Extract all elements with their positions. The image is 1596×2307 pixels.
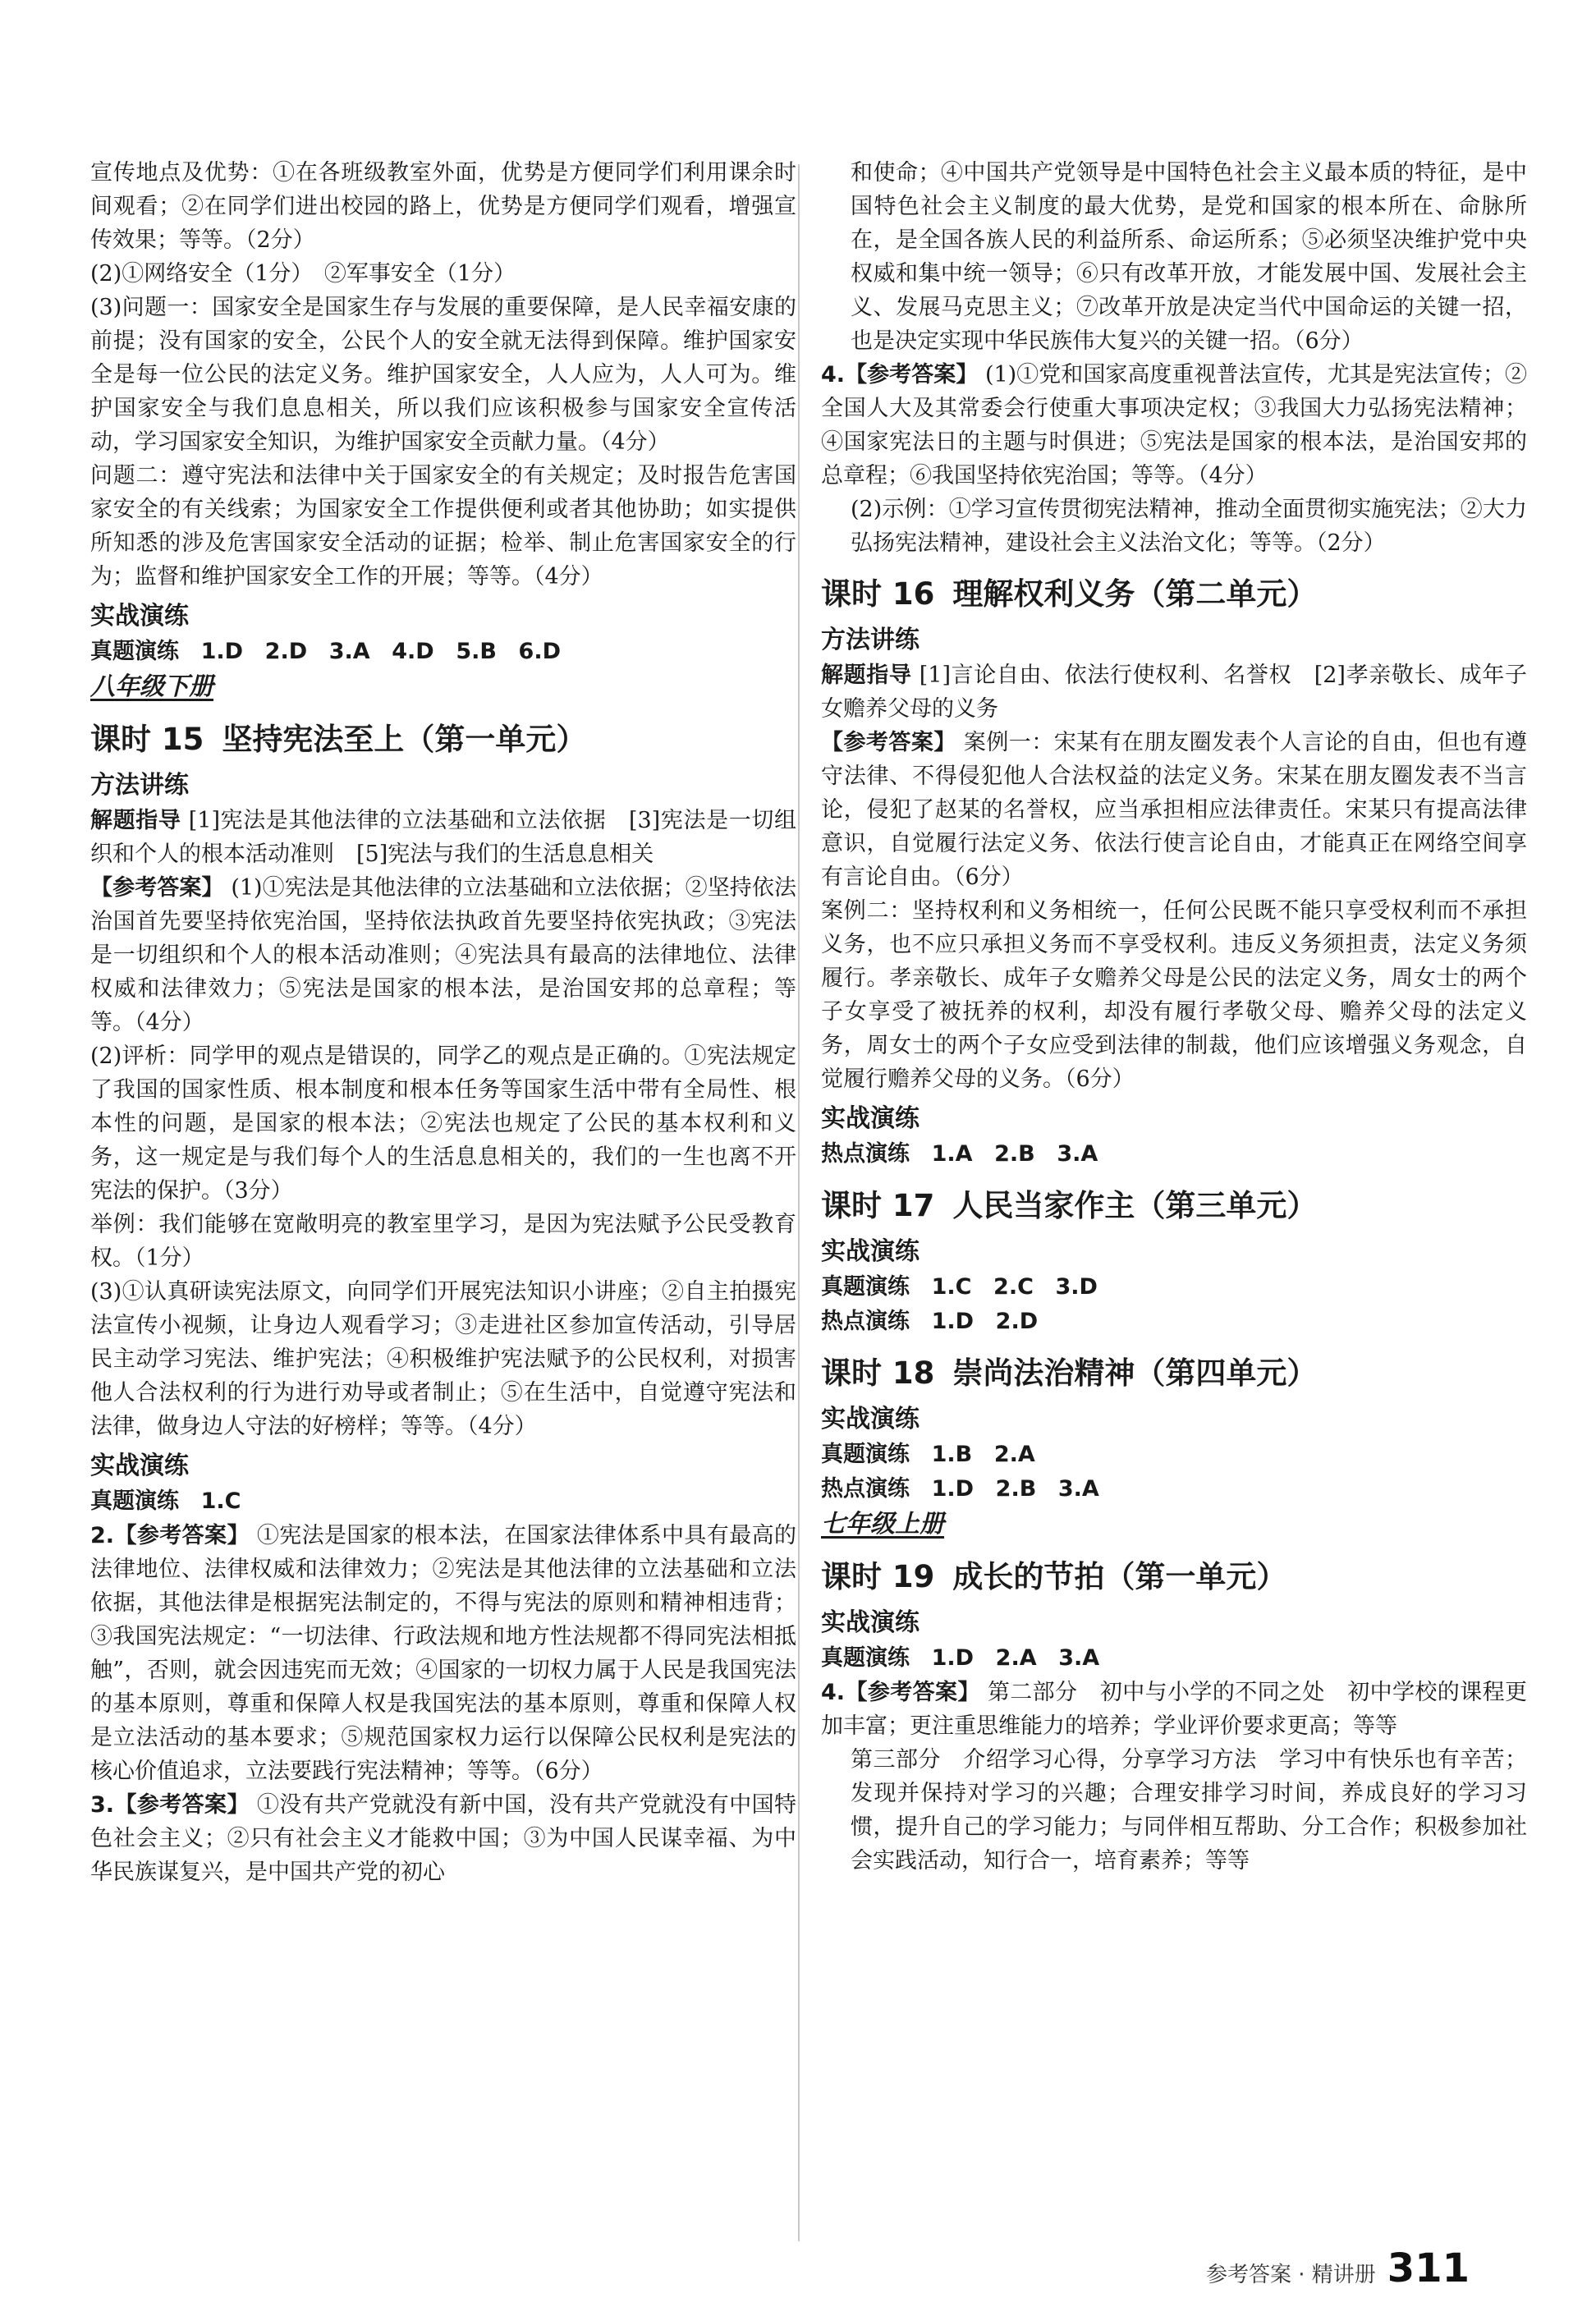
- redian-answers: [821, 1305, 1527, 1339]
- answer-item: 1.D: [931, 1476, 975, 1502]
- section-heading: 实战演练: [821, 1237, 920, 1266]
- answer-item: 2.C: [993, 1274, 1034, 1300]
- intro-para-1: 宣传地点及优势：①在各班级教室外面，优势是方便同学们利用课余时间观看；②在同学们进出校园的路上，优势是方便同学们观看，增强宣传效果；等等。（2分）: [90, 160, 796, 253]
- grade-heading: 八年级下册: [90, 672, 213, 701]
- column-divider: [798, 164, 800, 2241]
- answer-item: 2.B: [994, 1141, 1035, 1167]
- zhenti-label: 真题演练: [821, 1274, 910, 1300]
- answer-item: 2.D: [264, 639, 308, 664]
- continued-text: 和使命；④中国共产党领导是中国特色社会主义最本质的特征，是中国特色社会主义制度的最大优势，是党和国家的根本所在、命脉所在，是全国各族人民的利益所系、命运所系；⑤必须坚决维护党中央权威和集中统一领导；⑥只有改革开放，才能发展中国、发展社会主义、发展马克思主义；⑦改革开放是决定当代中国命运的关键一招，也是决定实现中华民族伟大复兴的关键一招。（6分）: [851, 160, 1527, 354]
- zhenti-answers: [821, 1270, 1527, 1305]
- intro-para-4: 问题二：遵守宪法和法律中关于国家安全的有关规定；及时报告危害国家安全的有关线索；为国家安全工作提供便利或者其他协助；如实提供所知悉的涉及危害国家安全活动的证据；检举、制止危害国家安全的行为；监督和维护国家安全工作的开展；等等。（4分）: [90, 463, 796, 589]
- ref-paragraph: [821, 726, 1527, 894]
- lesson-number: 课时 17: [821, 1188, 935, 1223]
- left-column: [90, 156, 796, 1889]
- ref-paragraph-2b: 举例：我们能够在宽敞明亮的教室里学习，是因为宪法赋予公民受教育权。（1分）: [90, 1212, 796, 1271]
- section-heading: 实战演练: [821, 1104, 920, 1133]
- right-column: [821, 156, 1527, 1878]
- answer-item: 1.D: [200, 639, 244, 664]
- zhenti-answers: [821, 1641, 1527, 1676]
- section-heading: 方法讲练: [821, 626, 920, 654]
- redian-answers: [821, 1472, 1527, 1507]
- ref-paragraph-3: (3)①认真研读宪法原文，向同学们开展宪法知识小讲座；②自主拍摄宪法宣传小视频，让身边人观看学习；③走进社区参加宣传活动，引导居民主动学习宪法、维护宪法；④积极维护宪法赋予的公民权利，对损害他人合法权利的行为进行劝导或者制止；⑤在生活中，自觉遵守宪法和法律，做身边人守法的好榜样；等等。（4分）: [90, 1279, 796, 1439]
- case-1-text: 案例一：宋某有在朋友圈发表个人言论的自由，但也有遵守法律、不得侵犯他人合法权益的法定义务。宋某在朋友圈发表不当言论，侵犯了赵某的名誉权，应当承担相应法律责任。宋某只有提高法律意识，自觉履行法定义务、依法行使言论自由，才能真正在网络空间享有言论自由。（6分）: [821, 730, 1528, 890]
- lesson-number: 课时 16: [821, 576, 935, 612]
- lesson-title: 理解权利义务（第二单元）: [952, 576, 1318, 612]
- lesson-title: 坚持宪法至上（第一单元）: [222, 722, 587, 757]
- question-4-part2: (2)示例：①学习宣传贯彻宪法精神，推动全面贯彻实施宪法；②大力弘扬宪法精神，建设社会主义法治文化；等等。（2分）: [851, 497, 1527, 556]
- ref-label: 【参考答案】: [114, 1792, 250, 1818]
- intro-para-3: (3)问题一：国家安全是国家生存与发展的重要保障，是人民幸福安康的前提；没有国家的安全，公民个人的安全就无法得到保障。维护国家安全是每一位公民的法定义务。维护国家安全，人人应为，人人可为。维护国家安全与我们息息相关，所以我们应该积极参与国家安全宣传活动，学习国家安全知识，为维护国家安全贡献力量。（4分）: [90, 295, 796, 455]
- lesson-heading: [821, 1557, 1527, 1597]
- answer-item: 2.D: [995, 1309, 1039, 1334]
- ref-paragraph: [90, 871, 796, 1039]
- question-number: 2.: [90, 1523, 115, 1548]
- lesson-heading: [821, 1186, 1527, 1226]
- guide-paragraph: [821, 658, 1527, 726]
- ref-label: 【参考答案】: [845, 1680, 980, 1705]
- section-heading: 实战演练: [821, 1608, 920, 1637]
- answer-item: 3.A: [1057, 1476, 1099, 1502]
- question-number: 4.: [821, 1680, 846, 1705]
- answer-item: 1.D: [931, 1645, 975, 1671]
- ref-paragraph-2: (2)评析：同学甲的观点是错误的，同学乙的观点是正确的。①宪法规定了我国的国家性质、根本制度和根本任务等国家生活中带有全局性、根本性的问题，是国家的根本法；②宪法也规定了公民的基本权利和义务，这一规定是与我们每个人的生活息息相关的，我们的一生也离不开宪法的保护。（3分）: [90, 1043, 796, 1204]
- guide-label: 解题指导: [821, 663, 912, 688]
- question-4: [821, 1676, 1527, 1743]
- guide-paragraph: [90, 804, 796, 871]
- answer-item: 6.D: [518, 639, 562, 664]
- ref-text: (1)①宪法是其他法律的立法基础和立法依据；②坚持依法治国首先要坚持依宪治国，坚持依法执政首先要坚持依宪执政；③宪法是一切组织和个人的根本活动准则；④宪法具有最高的法律地位、法律权威和法律效力；⑤宪法是国家的根本法，是治国安邦的总章程；等等。（4分）: [90, 875, 797, 1035]
- ref-label: 【参考答案】: [845, 362, 979, 388]
- part-3-text: 第三部分 介绍学习心得，分享学习方法 学习中有快乐也有辛苦；发现并保持对学习的兴趣；合理安排学习时间，养成良好的学习习惯，提升自己的学习能力；与同伴相互帮助、分工合作；积极参加社会实践活动，知行合一，培育素养；等等: [851, 1747, 1527, 1874]
- ref-label: 【参考答案】: [90, 875, 224, 901]
- lesson-title: 人民当家作主（第三单元）: [952, 1188, 1318, 1223]
- question-number: 4.: [821, 362, 846, 388]
- question-4-text: (1)①党和国家高度重视普法宣传，尤其是宪法宣传；②全国人大及其常委会行使重大事项决定权；③我国大力弘扬宪法精神；④国家宪法日的主题与时俱进；⑤宪法是国家的根本法，是治国安邦的总章程；⑥我国坚持依宪治国；等等。（4分）: [821, 362, 1528, 488]
- lesson-number: 课时 19: [821, 1559, 935, 1594]
- answer-item: 3.A: [328, 639, 370, 664]
- zhenti-label: 真题演练: [821, 1442, 910, 1467]
- section-heading: 实战演练: [90, 602, 189, 631]
- zhenti-answers: [90, 635, 796, 669]
- answer-item: 3.A: [1057, 1141, 1098, 1167]
- footer-text: 参考答案 · 精讲册: [1206, 2263, 1376, 2287]
- page-footer: [1206, 2245, 1470, 2291]
- lesson-heading: [821, 1354, 1527, 1393]
- answer-item: 2.A: [995, 1645, 1037, 1671]
- lesson-heading: [821, 575, 1527, 614]
- zhenti-answers: [90, 1484, 796, 1519]
- question-4: [821, 358, 1527, 493]
- answer-item: 3.D: [1055, 1274, 1098, 1300]
- redian-label: 热点演练: [821, 1141, 910, 1167]
- question-2: [90, 1519, 796, 1788]
- redian-label: 热点演练: [821, 1309, 910, 1334]
- answer-item: 5.B: [456, 639, 497, 664]
- answer-item: 2.B: [995, 1476, 1037, 1502]
- redian-label: 热点演练: [821, 1476, 910, 1502]
- lesson-number: 课时 18: [821, 1355, 935, 1391]
- zhenti-label: 真题演练: [90, 1488, 179, 1514]
- lesson-title: 崇尚法治精神（第四单元）: [952, 1355, 1318, 1391]
- guide-label: 解题指导: [90, 808, 181, 833]
- answer-item: 1.B: [931, 1442, 973, 1467]
- page-number: 311: [1387, 2245, 1470, 2291]
- answer-item: 4.D: [392, 639, 434, 664]
- section-heading: 实战演练: [821, 1405, 920, 1433]
- answer-item: 1.C: [931, 1274, 972, 1300]
- grade-heading: 七年级上册: [821, 1510, 944, 1539]
- answer-item: 1.D: [931, 1309, 975, 1334]
- intro-para-2: (2)①网络安全（1分） ②军事安全（1分）: [90, 261, 516, 287]
- answer-item: 3.A: [1058, 1645, 1100, 1671]
- ref-label: 【参考答案】: [114, 1523, 250, 1548]
- guide-text: [1]宪法是其他法律的立法基础和立法依据 [3]宪法是一切组织和个人的根本活动准则 [5]宪法与我们的生活息息相关: [90, 808, 796, 867]
- zhenti-label: 真题演练: [821, 1645, 910, 1671]
- ref-label: 【参考答案】: [821, 730, 956, 755]
- section-heading: 实战演练: [90, 1452, 189, 1480]
- lesson-title: 成长的节拍（第一单元）: [952, 1559, 1287, 1594]
- answer-item: 1.A: [931, 1141, 973, 1167]
- part-2-text: 第二部分 初中与小学的不同之处 初中学校的课程更加丰富；更注重思维能力的培养；学业评价要求更高；等等: [821, 1680, 1527, 1739]
- case-2-text: 案例二：坚持权利和义务相统一，任何公民既不能只享受权利而不承担义务，也不应只承担义务而不享受权利。违反义务须担责，法定义务须履行。孝亲敬长、成年子女赡养父母是公民的法定义务，周女士的两个子女享受了被抚养的权利，却没有履行孝敬父母、赡养父母的法定义务，周女士的两个子女应受到法律的制裁，他们应该增强义务观念，自觉履行赡养父母的义务。（6分）: [821, 898, 1527, 1092]
- lesson-number: 课时 15: [90, 722, 204, 757]
- zhenti-answers: [821, 1438, 1527, 1472]
- guide-text: [1]言论自由、依法行使权利、名誉权 [2]孝亲敬长、成年子女赡养父母的义务: [821, 663, 1527, 722]
- section-heading: 方法讲练: [90, 771, 189, 800]
- question-3: [90, 1788, 796, 1889]
- answer-item: 1.C: [200, 1488, 241, 1514]
- lesson-heading: [90, 720, 796, 759]
- redian-answers: [821, 1137, 1527, 1172]
- question-number: 3.: [90, 1792, 115, 1818]
- question-3-text: ①没有共产党就没有新中国，没有共产党就没有中国特色社会主义；②只有社会主义才能救中国；③为中国人民谋幸福、为中华民族谋复兴，是中国共产党的初心: [90, 1792, 796, 1885]
- question-2-text: ①宪法是国家的根本法，在国家法律体系中具有最高的法律地位、法律权威和法律效力；②宪法是其他法律的立法基础和立法依据，其他法律是根据宪法制定的，不得与宪法的原则和精神相违背；③我国宪法规定：“一切法律、行政法规和地方性法规都不得同宪法相抵触”，否则，就会因违宪而无效；④国家的一切权力属于人民是我国宪法的基本原则，尊重和保障人权是我国宪法的基本原则，尊重和保障人权是立法活动的基本要求；⑤规范国家权力运行以保障公民权利是宪法的核心价值追求，立法要践行宪法精神；等等。（6分）: [90, 1523, 796, 1784]
- answer-item: 2.A: [993, 1442, 1035, 1467]
- zhenti-label: 真题演练: [90, 639, 179, 664]
